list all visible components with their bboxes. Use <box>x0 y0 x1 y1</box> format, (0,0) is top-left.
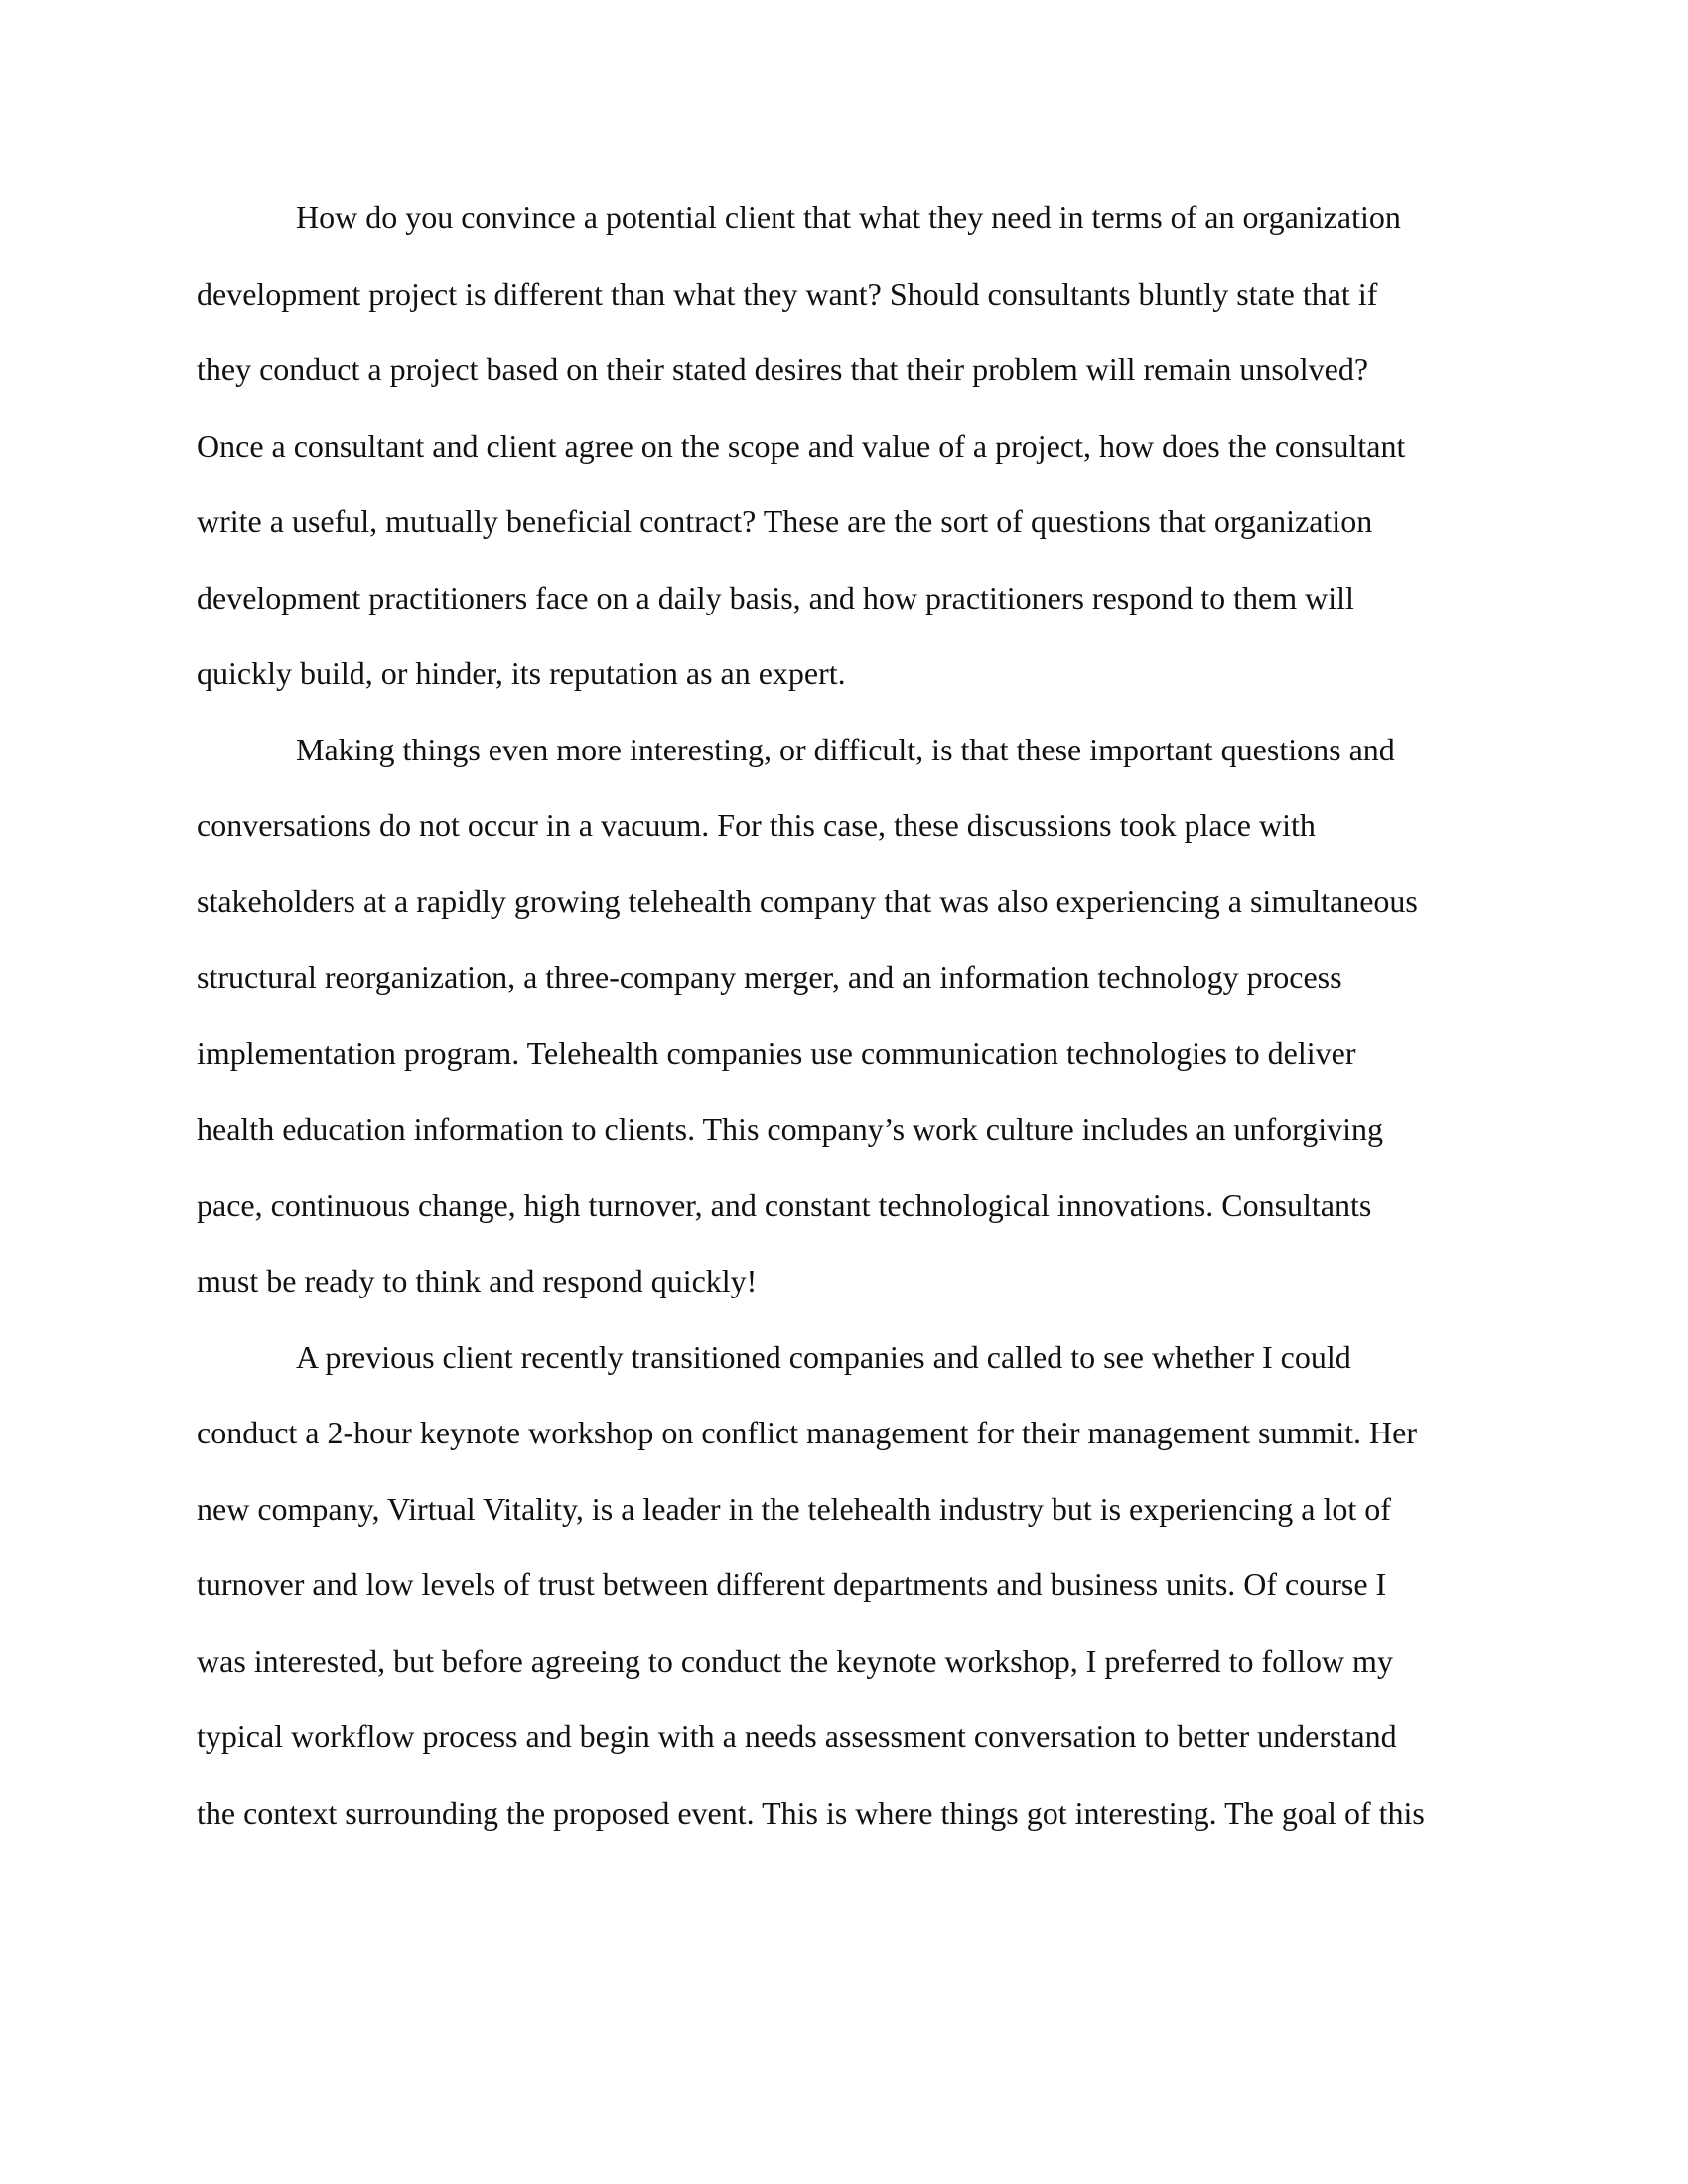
text-line: pace, continuous change, high turnover, and constant technological innovations. Consultants <box>197 1186 1372 1223</box>
text-line: was interested, but before agreeing to conduct the keynote workshop, I preferred to follow my <box>197 1642 1393 1679</box>
text-line: Making things even more interesting, or difficult, is that these important questions and <box>296 731 1395 767</box>
text-line: turnover and low levels of trust between different departments and business units. Of course I <box>197 1567 1387 1602</box>
text-line: How do you convince a potential client that what they need in terms of an organization <box>296 200 1401 235</box>
text-line: write a useful, mutually beneficial contract? These are the sort of questions that organization <box>197 503 1373 539</box>
paragraph-3 <box>197 1325 1487 1857</box>
text-line: they conduct a project based on their stated desires that their problem will remain unsolved? <box>197 351 1369 387</box>
text-line: typical workflow process and begin with a needs assessment conversation to better understand <box>197 1718 1397 1754</box>
text-line: stakeholders at a rapidly growing telehealth company that was also experiencing a simultaneous <box>197 883 1418 919</box>
text-line: A previous client recently transitioned companies and called to see whether I could <box>296 1338 1351 1375</box>
paragraph-1 <box>197 186 1487 718</box>
text-line: conduct a 2-hour keynote workshop on conflict management for their management summit. Her <box>197 1415 1417 1450</box>
text-line: health education information to clients. This company’s work culture includes an unforgiving <box>197 1111 1383 1147</box>
body-text <box>197 186 1487 1856</box>
text-line: Once a consultant and client agree on the scope and value of a project, how does the consultant <box>197 427 1406 464</box>
text-line: implementation program. Telehealth companies use communication technologies to deliver <box>197 1034 1356 1071</box>
text-line: development practitioners face on a daily basis, and how practitioners respond to them will <box>197 579 1354 615</box>
paragraph-2 <box>197 718 1487 1325</box>
text-line: conversations do not occur in a vacuum. For this case, these discussions took place with <box>197 807 1316 843</box>
text-line: new company, Virtual Vitality, is a leader in the telehealth industry but is experiencing a lot of <box>197 1490 1391 1527</box>
text-line: quickly build, or hinder, its reputation as an expert. <box>197 655 846 691</box>
text-line: development project is different than what they want? Should consultants bluntly state that if <box>197 275 1378 312</box>
text-line: structural reorganization, a three-company merger, and an information technology process <box>197 959 1342 995</box>
text-line: must be ready to think and respond quickly! <box>197 1263 758 1298</box>
text-line: the context surrounding the proposed event. This is where things got interesting. The goal of this <box>197 1794 1425 1831</box>
